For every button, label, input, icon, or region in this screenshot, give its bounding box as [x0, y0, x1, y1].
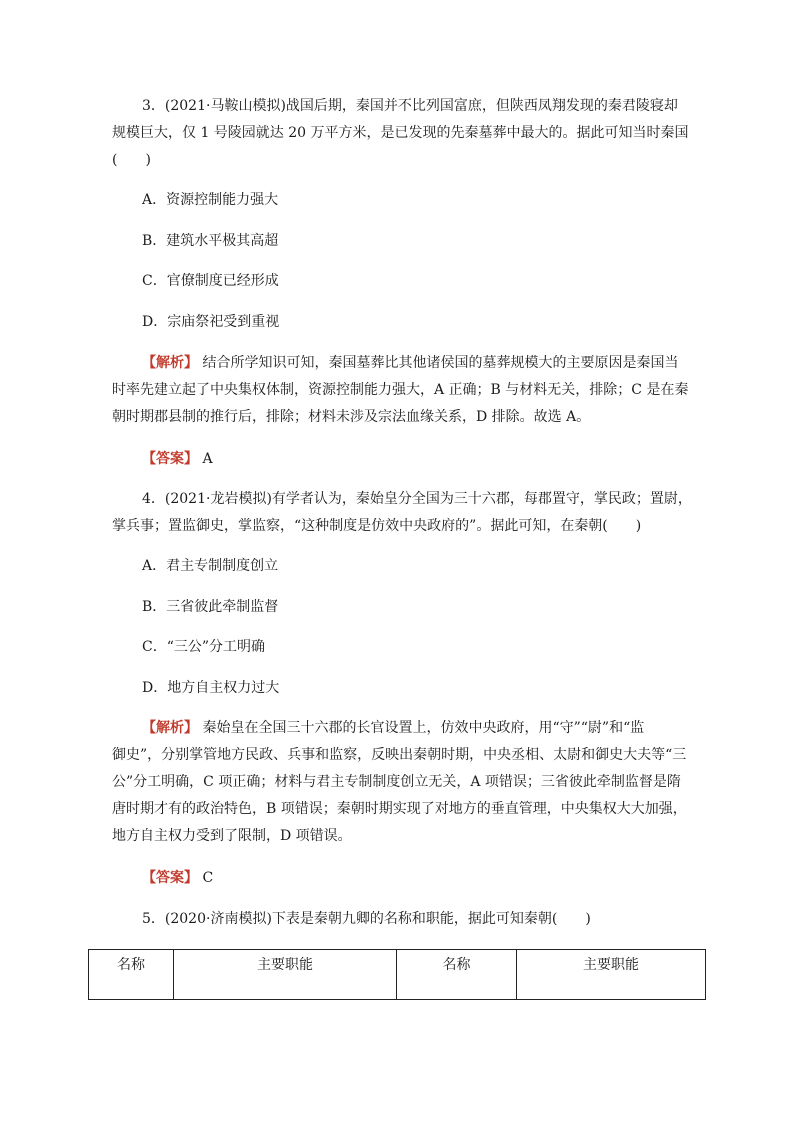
- q3-stem-line-2: 规模巨大，仅 1 号陵园就达 20 万平方米，是已发现的先秦墓葬中最大的。据此可知当时秦国: [112, 125, 689, 141]
- q3-option-d: D．宗庙祭祀受到重视: [142, 314, 280, 330]
- q3-analysis-line-3: 朝时期郡县制的推行后，排除；材料未涉及宗法血缘关系，D 排除。故选 A。: [112, 409, 591, 425]
- q4-answer-tag: 【答案】: [142, 870, 198, 886]
- q3-analysis-text-1: 结合所学知识可知，秦国墓葬比其他诸侯国的墓葬规模大的主要原因是秦国当: [202, 355, 679, 371]
- q3-option-b: B．建筑水平极其高超: [142, 233, 279, 249]
- q3-analysis-line-1: [142, 354, 678, 372]
- table-header-duty-1: 主要职能: [174, 950, 397, 1000]
- q4-analysis-line-4: 唐时期才有的政治特色，B 项错误；秦朝时期实现了对地方的垂直管理，中央集权大大加强，: [112, 801, 687, 817]
- q4-stem-line-1: 4．(2021·龙岩模拟)有学者认为，秦始皇分全国为三十六郡，每郡置守，掌民政；置尉，: [142, 491, 692, 507]
- q3-analysis-tag: 【解析】: [142, 355, 198, 371]
- q4-analysis-tag: 【解析】: [142, 720, 198, 736]
- q4-analysis-text-1: 秦始皇在全国三十六郡的长官设置上，仿效中央政府，用“守”“尉”和“监: [202, 720, 645, 736]
- q3-stem-line-3: ( ): [112, 152, 151, 168]
- q4-answer-line: [142, 869, 213, 887]
- q5-stem: 5．(2020·济南模拟)下表是秦朝九卿的名称和职能，据此可知秦朝( ): [142, 911, 591, 927]
- q4-analysis-line-3: 公”分工明确，C 项正确；材料与君主专制制度创立无关，A 项错误；三省彼此牵制监督是隋: [112, 774, 681, 790]
- q3-answer-line: [142, 450, 213, 468]
- table-header-row: [89, 950, 706, 1000]
- q3-answer-tag: 【答案】: [142, 451, 198, 467]
- q4-option-c: C．“三公”分工明确: [142, 639, 266, 655]
- q3-option-a: A．资源控制能力强大: [142, 192, 279, 208]
- q4-answer-value: C: [202, 870, 214, 886]
- q3-answer-value: A: [202, 451, 213, 467]
- q4-stem-line-2: 掌兵事；置监御史，掌监察，“这种制度是仿效中央政府的”。据此可知，在秦朝( ): [112, 518, 642, 534]
- table-header-name-1: 名称: [89, 950, 174, 1000]
- q3-stem-line-1: 3．(2021·马鞍山模拟)战国后期，秦国并不比列国富庶，但陕西凤翔发现的秦君陵寝却: [142, 98, 678, 114]
- table-header-duty-2: 主要职能: [517, 950, 706, 1000]
- q4-option-d: D．地方自主权力过大: [142, 680, 280, 696]
- q4-analysis-line-2: 御史”，分别掌管地方民政、兵事和监察，反映出秦朝时期，中央丞相、太尉和御史大夫等“三: [112, 747, 687, 763]
- q4-analysis-line-1: [142, 719, 644, 737]
- nine-ministers-table: [88, 949, 706, 1000]
- q4-option-a: A．君主专制制度创立: [142, 558, 279, 574]
- table-header-name-2: 名称: [397, 950, 517, 1000]
- q3-analysis-line-2: 时率先建立起了中央集权体制，资源控制能力强大，A 正确；B 与材料无关，排除；C 是在秦: [112, 382, 689, 398]
- q4-option-b: B．三省彼此牵制监督: [142, 599, 279, 615]
- q3-option-c: C．官僚制度已经形成: [142, 273, 279, 289]
- q4-analysis-line-5: 地方自主权力受到了限制，D 项错误。: [112, 828, 352, 844]
